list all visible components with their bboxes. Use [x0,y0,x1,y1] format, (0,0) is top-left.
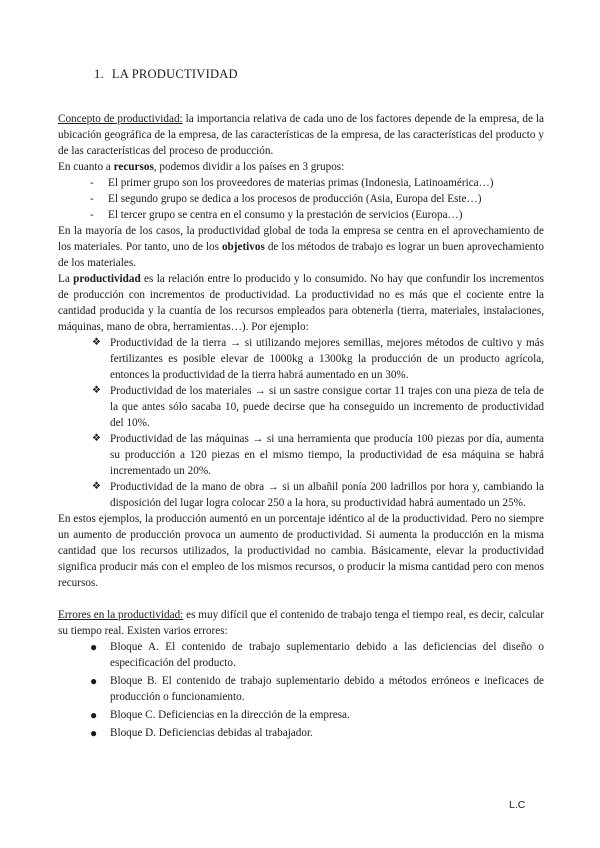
definicion-paragraph [58,271,544,335]
recursos-bold: recursos [113,161,154,173]
list-item [58,207,544,223]
list-item-text: Productividad de los materiales → si un sastre consigue cortar 11 trajes con una pieza de tela de la que antes sólo sacaba 10, puede decirse que ha conseguido un incremento de productividad del 10%. [110,385,544,429]
list-item-text: El tercer grupo se centra en el consumo y la prestación de servicios (Europa…) [108,209,463,221]
list-item-text: Productividad de la tierra → si utilizando mejores semillas, mejores métodos de cultivo y más fertilizantes es posible elevar de 1000kg a 1300kg la producción de un producto agrícola, entonces la productividad de la tierra habrá aumentado en un 30%. [110,337,544,381]
list-item-text: El primer grupo son los proveedores de materias primas (Indonesia, Latinoamérica…) [108,177,494,189]
objetivos-post: de los métodos de trabajo es lograr un buen aprovechamiento de los materiales. [58,241,544,269]
list-item-text: El segundo grupo se dedica a los procesos de producción (Asia, Europa del Este…) [108,193,482,205]
definicion-post: es la relación entre lo producido y lo consumido. No hay que confundir los incrementos de producción con incrementos de productividad. La productividad no es más que el cociente entre la cantidad producida y la cuantía de los recursos empleados para obtenerla (tierra, materiales, instalaciones, máquinas, mano de obra, herramientas…). Por ejemplo: [58,273,544,333]
recursos-post: , podemos dividir a los países en 3 grupos: [153,161,345,173]
recursos-pre: En cuanto a [58,161,114,173]
list-item-text: Productividad de la mano de obra → si un albañil ponía 200 ladrillos por hora y, cambiando la disposición del lugar logra colocar 250 a la hora, su productividad habrá aumentado un 25%. [110,481,544,509]
heading-number: 1. [94,67,104,81]
list-item [58,431,544,479]
ejemplos-list [58,335,544,511]
list-item [58,707,544,723]
recursos-list [58,175,544,223]
dash-marker: - [90,177,94,189]
errores-label: Errores en la productividad: [58,609,184,621]
list-item-text: Productividad de las máquinas → si una herramienta que producía 100 piezas por día, aumenta su producción a 120 piezas en el mismo tiempo, la productividad de esa máquina se habrá incrementado un 20%. [110,433,544,477]
objetivos-paragraph [58,223,544,271]
list-item-text: Bloque D. Deficiencias debidas al trabajador. [110,727,313,739]
recursos-intro [58,159,544,175]
diamond-bullet-icon: ❖ [92,337,101,348]
list-item [58,191,544,207]
document-page [58,66,544,741]
definicion-bold: productividad [73,273,141,285]
list-item [58,673,544,705]
list-item-text: Bloque B. El contenido de trabajo suplementario debido a métodos erróneos e ineficaces de producción o funcionamiento. [110,675,544,703]
list-item-text: Bloque A. El contenido de trabajo suplementario debido a las deficiencias del diseño o especificación del producto. [110,641,544,669]
errores-text: es muy difícil que el contenido de trabajo tenga el tiempo real, es decir, calcular su tiempo real. Existen varios errores: [58,609,544,637]
definicion-pre: La [58,273,74,285]
conclusion-paragraph: En estos ejemplos, la producción aumentó en un porcentaje idéntico al de la productividad. Pero no siempre un aumento de producción provoca un aumento de productividad. Si aumenta la producción en la misma cantidad que los recursos utilizados, la productividad no cambia. Básicamente, elevar la productividad significa producir más con el empleo de los mismos recursos, o producir la misma cantidad pero con menos recursos. [58,513,544,589]
objetivos-pre: En la mayoría de los casos, la productividad global de toda la empresa se centra en el aprovechamiento de los materiales. Por tanto, uno de los [58,225,544,253]
bullet-dot-icon: ● [90,674,98,688]
list-item-text: Bloque C. Deficiencias en la dirección de la empresa. [110,709,350,721]
section-heading [94,66,544,82]
bullet-dot-icon: ● [90,726,98,740]
list-item [58,479,544,511]
bullet-dot-icon: ● [90,708,98,722]
dash-marker: - [90,209,94,221]
list-item [58,335,544,383]
objetivos-bold: objetivos [221,241,265,253]
errores-paragraph [58,607,544,639]
heading-text: LA PRODUCTIVIDAD [111,67,238,81]
diamond-bullet-icon: ❖ [92,433,101,444]
list-item [58,639,544,671]
dash-marker: - [90,193,94,205]
diamond-bullet-icon: ❖ [92,385,101,396]
page-footer: L.C [509,799,526,811]
bullet-dot-icon: ● [90,640,98,654]
concepto-paragraph [58,111,544,159]
errores-list [58,639,544,741]
concepto-label: Concepto de productividad: [58,113,183,125]
concepto-text: la importancia relativa de cada uno de los factores depende de la empresa, de la ubicación geográfica de la empresa, de las características de la empresa, de las características del producto y de las características del proceso de producción. [58,113,544,157]
diamond-bullet-icon: ❖ [92,481,101,492]
list-item [58,175,544,191]
list-item [58,725,544,741]
list-item [58,383,544,431]
